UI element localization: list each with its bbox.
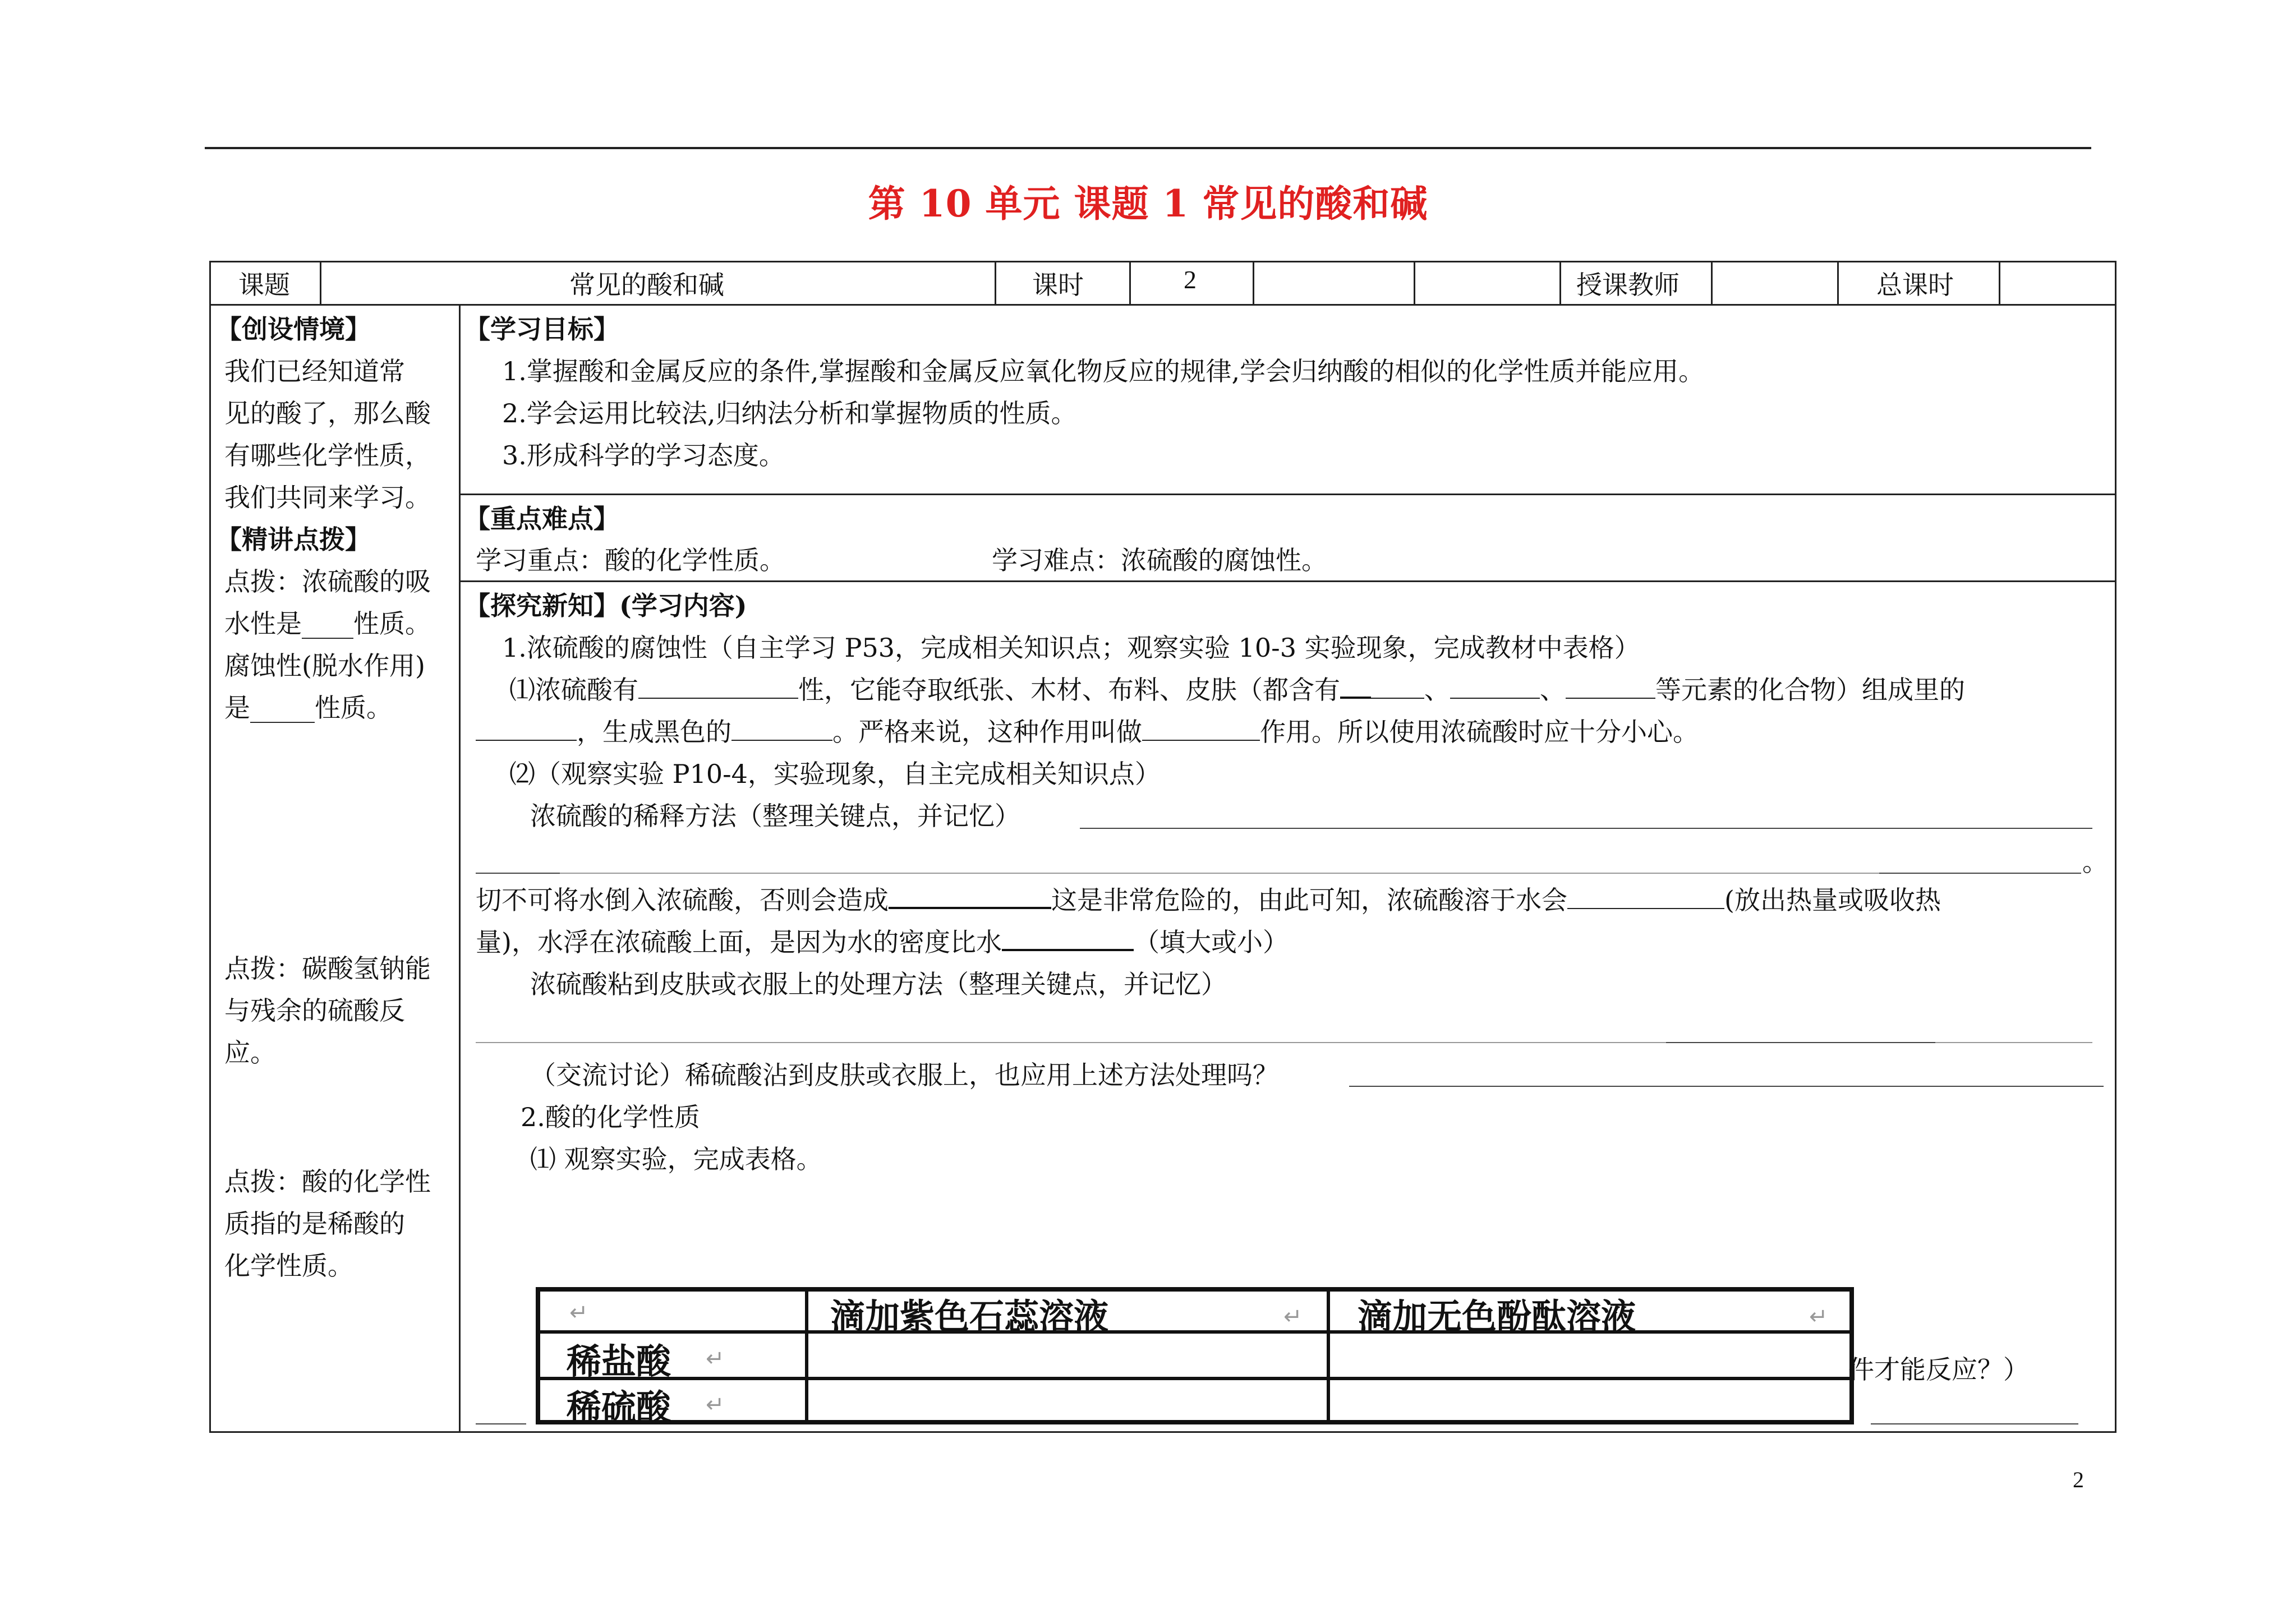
fill-blank[interactable] bbox=[1002, 923, 1134, 951]
left-text-line: 点拨：酸的化学性 bbox=[224, 1166, 431, 1197]
row-divider bbox=[459, 494, 2116, 495]
header-period-value: 2 bbox=[1184, 265, 1197, 294]
experiment-table bbox=[536, 1287, 1854, 1424]
header-total-label: 总课时 bbox=[1876, 270, 1954, 300]
goal-item: 2.学会运用比较法,归纳法分析和掌握物质的性质。 bbox=[502, 398, 1077, 428]
goals-heading: 【学习目标】 bbox=[464, 314, 619, 344]
answer-line[interactable] bbox=[476, 873, 2081, 874]
inner-row-divider bbox=[536, 1330, 1854, 1334]
fill-blank[interactable] bbox=[1371, 672, 1424, 699]
explore-line-7 bbox=[476, 879, 1941, 921]
inner-header-litmus: 滴加紫色石蕊溶液 bbox=[830, 1296, 1109, 1337]
answer-line[interactable] bbox=[1666, 1042, 1935, 1043]
left-text-line: 是_____性质。 bbox=[224, 693, 392, 723]
answer-line[interactable] bbox=[1080, 828, 2092, 829]
explore-line-4: ⑵（观察实验 P10-4，实验现象，自主完成相关知识点） bbox=[509, 759, 1161, 789]
inner-row-hcl: 稀盐酸 bbox=[567, 1341, 671, 1382]
explore-line-9: 浓硫酸粘到皮肤或衣服上的处理方法（整理关键点，并记忆） bbox=[530, 969, 1227, 999]
left-text-line: 我们已经知道常 bbox=[224, 356, 405, 386]
explore-text: (放出热量或吸收热 bbox=[1724, 885, 1941, 915]
header-period-label: 课时 bbox=[1032, 270, 1084, 300]
explore-text: 。严格来说，这种作用叫做 bbox=[832, 717, 1142, 747]
explore-line-8 bbox=[476, 921, 1289, 963]
explore-line-1: 1.浓硫酸的腐蚀性（自主学习 P53，完成相关知识点；观察实验 10-3 实验现象，完成教材中表格） bbox=[502, 633, 1640, 663]
return-mark: ↵ bbox=[1809, 1304, 1828, 1330]
explore-text: 等元素的化合物）组成里的 bbox=[1655, 675, 1965, 705]
col-divider bbox=[1999, 261, 2000, 304]
col-divider bbox=[995, 261, 996, 304]
explore-text: ⑴浓硫酸有 bbox=[509, 675, 638, 705]
answer-line[interactable] bbox=[476, 1423, 526, 1424]
return-mark: ↵ bbox=[569, 1300, 588, 1326]
explore-text: 量)，水浮在浓硫酸上面，是因为水的密度比水 bbox=[476, 927, 1002, 957]
explore-line-12: ⑴ 观察实验，完成表格。 bbox=[530, 1144, 822, 1174]
header-rule bbox=[205, 147, 2091, 149]
left-heading-situation: 【创设情境】 bbox=[216, 314, 371, 344]
fill-blank[interactable] bbox=[1450, 672, 1540, 699]
inner-header-phenolphthalein: 滴加无色酚酞溶液 bbox=[1358, 1296, 1636, 1337]
left-heading-guidance: 【精讲点拨】 bbox=[216, 524, 371, 555]
fill-blank[interactable] bbox=[1567, 882, 1724, 909]
fill-blank[interactable] bbox=[1142, 714, 1260, 741]
worksheet-table bbox=[209, 261, 2116, 1433]
fill-blank[interactable] bbox=[476, 714, 577, 741]
answer-line[interactable] bbox=[1871, 1423, 2078, 1424]
fill-blank[interactable] bbox=[1566, 672, 1655, 699]
explore-heading: 【探究新知】(学习内容) bbox=[464, 591, 747, 621]
inner-row-divider bbox=[536, 1377, 1854, 1380]
return-mark: ↵ bbox=[1283, 1304, 1303, 1330]
inner-row-h2so4: 稀硫酸 bbox=[567, 1387, 671, 1428]
key-points-heading: 【重点难点】 bbox=[464, 504, 619, 534]
col-divider bbox=[1129, 261, 1131, 304]
left-text-line: 与残余的硫酸反 bbox=[224, 995, 405, 1026]
explore-line-10: （交流讨论）稀硫酸沾到皮肤或衣服上，也应用上述方法处理吗？ bbox=[530, 1060, 1278, 1090]
explore-line-5: 浓硫酸的稀释方法（整理关键点，并记忆） bbox=[530, 801, 1020, 831]
fill-blank[interactable] bbox=[638, 672, 798, 699]
return-mark: ↵ bbox=[706, 1346, 725, 1372]
answer-line[interactable] bbox=[1879, 873, 2081, 874]
left-text-line: 见的酸了，那么酸 bbox=[224, 398, 431, 428]
explore-text: 、 bbox=[1540, 675, 1566, 705]
fill-blank[interactable] bbox=[1340, 671, 1371, 699]
col-divider bbox=[1414, 261, 1415, 304]
explore-text: 、 bbox=[1424, 675, 1450, 705]
goal-item: 1.掌握酸和金属反应的条件,掌握酸和金属反应氧化物反应的规律,学会归纳酸的相似的化学性质并能应用。 bbox=[502, 356, 1705, 386]
row-divider bbox=[209, 304, 2116, 306]
explore-text: （填大或小） bbox=[1133, 927, 1289, 957]
explore-partial-text: 件才能反应？） bbox=[1848, 1354, 2029, 1385]
fill-blank[interactable] bbox=[889, 881, 1051, 909]
col-divider bbox=[459, 304, 461, 1433]
col-divider bbox=[320, 261, 321, 304]
fill-blank[interactable] bbox=[731, 714, 832, 741]
answer-line[interactable] bbox=[1349, 1086, 2104, 1087]
page-number: 2 bbox=[2073, 1467, 2084, 1492]
explore-line-6-end: 。 bbox=[2082, 847, 2108, 877]
left-text-line: 水性是____性质。 bbox=[224, 608, 431, 639]
goal-item: 3.形成科学的学习态度。 bbox=[502, 440, 785, 471]
inner-col-divider bbox=[1327, 1287, 1330, 1424]
left-text-line: 应。 bbox=[224, 1038, 276, 1068]
header-subject-label: 课题 bbox=[238, 270, 290, 300]
left-text-line: 腐蚀性(脱水作用) bbox=[224, 651, 425, 681]
left-text-line: 点拨：浓硫酸的吸 bbox=[224, 566, 431, 597]
page-title: 第 10 单元 课题 1 常见的酸和碱 bbox=[868, 182, 1428, 225]
header-teacher-label: 授课教师 bbox=[1576, 270, 1680, 300]
col-divider bbox=[1559, 261, 1561, 304]
header-subject-value: 常见的酸和碱 bbox=[569, 270, 724, 300]
key-point-difficulty: 学习难点：浓硫酸的腐蚀性。 bbox=[992, 545, 1327, 575]
left-text-line: 点拨：碳酸氢钠能 bbox=[224, 953, 431, 984]
explore-text: 这是非常危险的，由此可知，浓硫酸溶于水会 bbox=[1051, 885, 1567, 915]
explore-line-3 bbox=[476, 711, 1699, 753]
return-mark: ↵ bbox=[706, 1392, 725, 1418]
explore-text: 性，它能夺取纸张、木材、布料、皮肤（都含有 bbox=[798, 675, 1340, 705]
left-text-line: 有哪些化学性质， bbox=[224, 440, 431, 471]
left-text-line: 质指的是稀酸的 bbox=[224, 1209, 405, 1239]
inner-col-divider bbox=[805, 1287, 808, 1424]
left-text-line: 化学性质。 bbox=[224, 1251, 353, 1281]
explore-text: 切不可将水倒入浓硫酸，否则会造成 bbox=[476, 885, 889, 915]
explore-line-2 bbox=[509, 669, 1965, 711]
explore-line-11: 2.酸的化学性质 bbox=[521, 1102, 700, 1132]
col-divider bbox=[1253, 261, 1254, 304]
col-divider bbox=[1711, 261, 1713, 304]
col-divider bbox=[1837, 261, 1839, 304]
answer-line[interactable] bbox=[476, 873, 560, 874]
explore-text: 作用。所以使用浓硫酸时应十分小心。 bbox=[1260, 717, 1699, 747]
left-text-line: 我们共同来学习。 bbox=[224, 482, 431, 513]
key-point-focus: 学习重点：酸的化学性质。 bbox=[476, 545, 785, 575]
explore-text: ，生成黑色的 bbox=[577, 717, 731, 747]
